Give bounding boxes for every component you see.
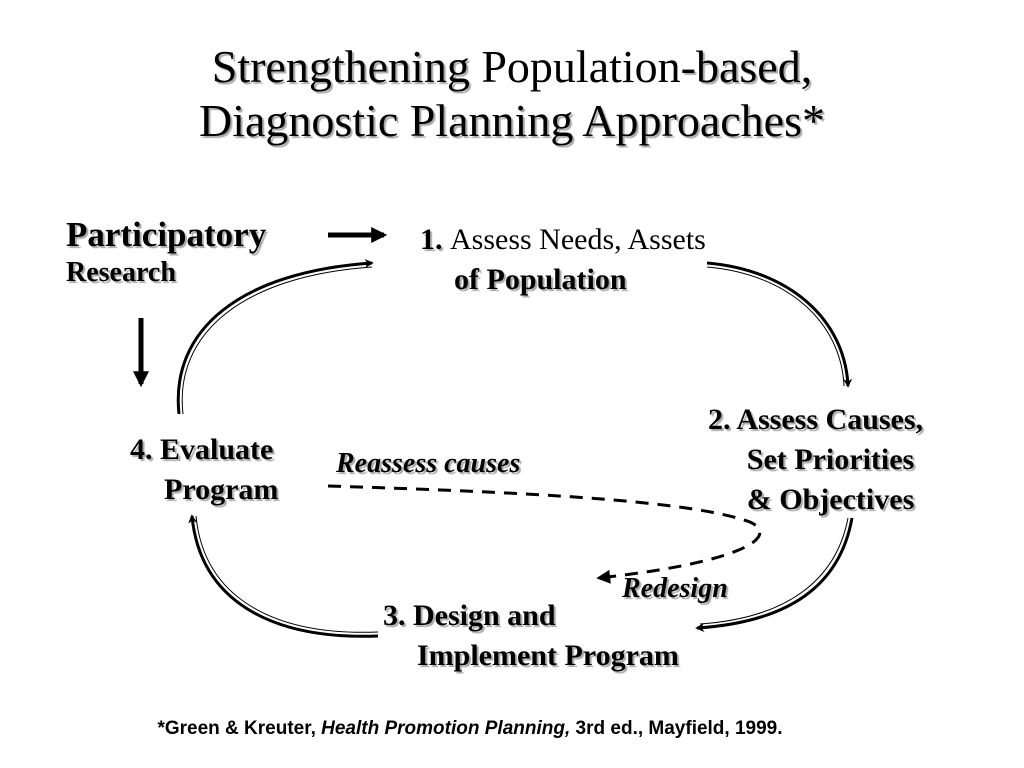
step-3-line-1: 3. Design and	[383, 599, 556, 632]
step-1-line-2: of Population	[454, 263, 627, 296]
title-strengthening: Strengthening	[211, 41, 470, 92]
step-2-line-3: & Objectives	[746, 483, 915, 516]
step-3-line-2: Implement Program	[417, 639, 679, 672]
arrow-step3-to-step4	[192, 516, 378, 636]
step-4-evaluate-program	[130, 430, 278, 510]
step-3-design-implement	[383, 596, 679, 676]
step-1-assess-needs	[420, 220, 706, 300]
citation-footnote	[0, 718, 940, 740]
step-1-number: 1.	[420, 223, 443, 256]
footnote-details: 3rd ed., Mayfield, 1999.	[570, 718, 783, 739]
redesign-label: Redesign	[622, 573, 728, 604]
step-2-assess-causes	[708, 400, 923, 520]
title-line-2: Diagnostic Planning Approaches*	[198, 95, 825, 146]
step-4-line-2: Program	[164, 473, 279, 506]
step-1-line-1: Assess Needs, Assets	[450, 223, 706, 256]
title-population: Population	[469, 41, 681, 92]
footnote-book-title: Health Promotion Planning,	[321, 718, 571, 739]
footnote-authors: *Green & Kreuter,	[157, 718, 322, 739]
reassess-causes-label: Reassess causes	[336, 448, 521, 479]
participatory-research	[66, 214, 266, 290]
step-2-line-2: Set Priorities	[746, 443, 915, 476]
step-2-line-1: 2. Assess Causes,	[708, 403, 924, 436]
arrow-step1-to-step2	[707, 263, 848, 386]
dashed-feedback-arrow	[328, 486, 760, 578]
participatory-label: Participatory	[66, 215, 267, 254]
research-label: Research	[66, 257, 176, 288]
step-4-line-1: 4. Evaluate	[130, 433, 274, 466]
title-based: -based,	[680, 41, 813, 92]
